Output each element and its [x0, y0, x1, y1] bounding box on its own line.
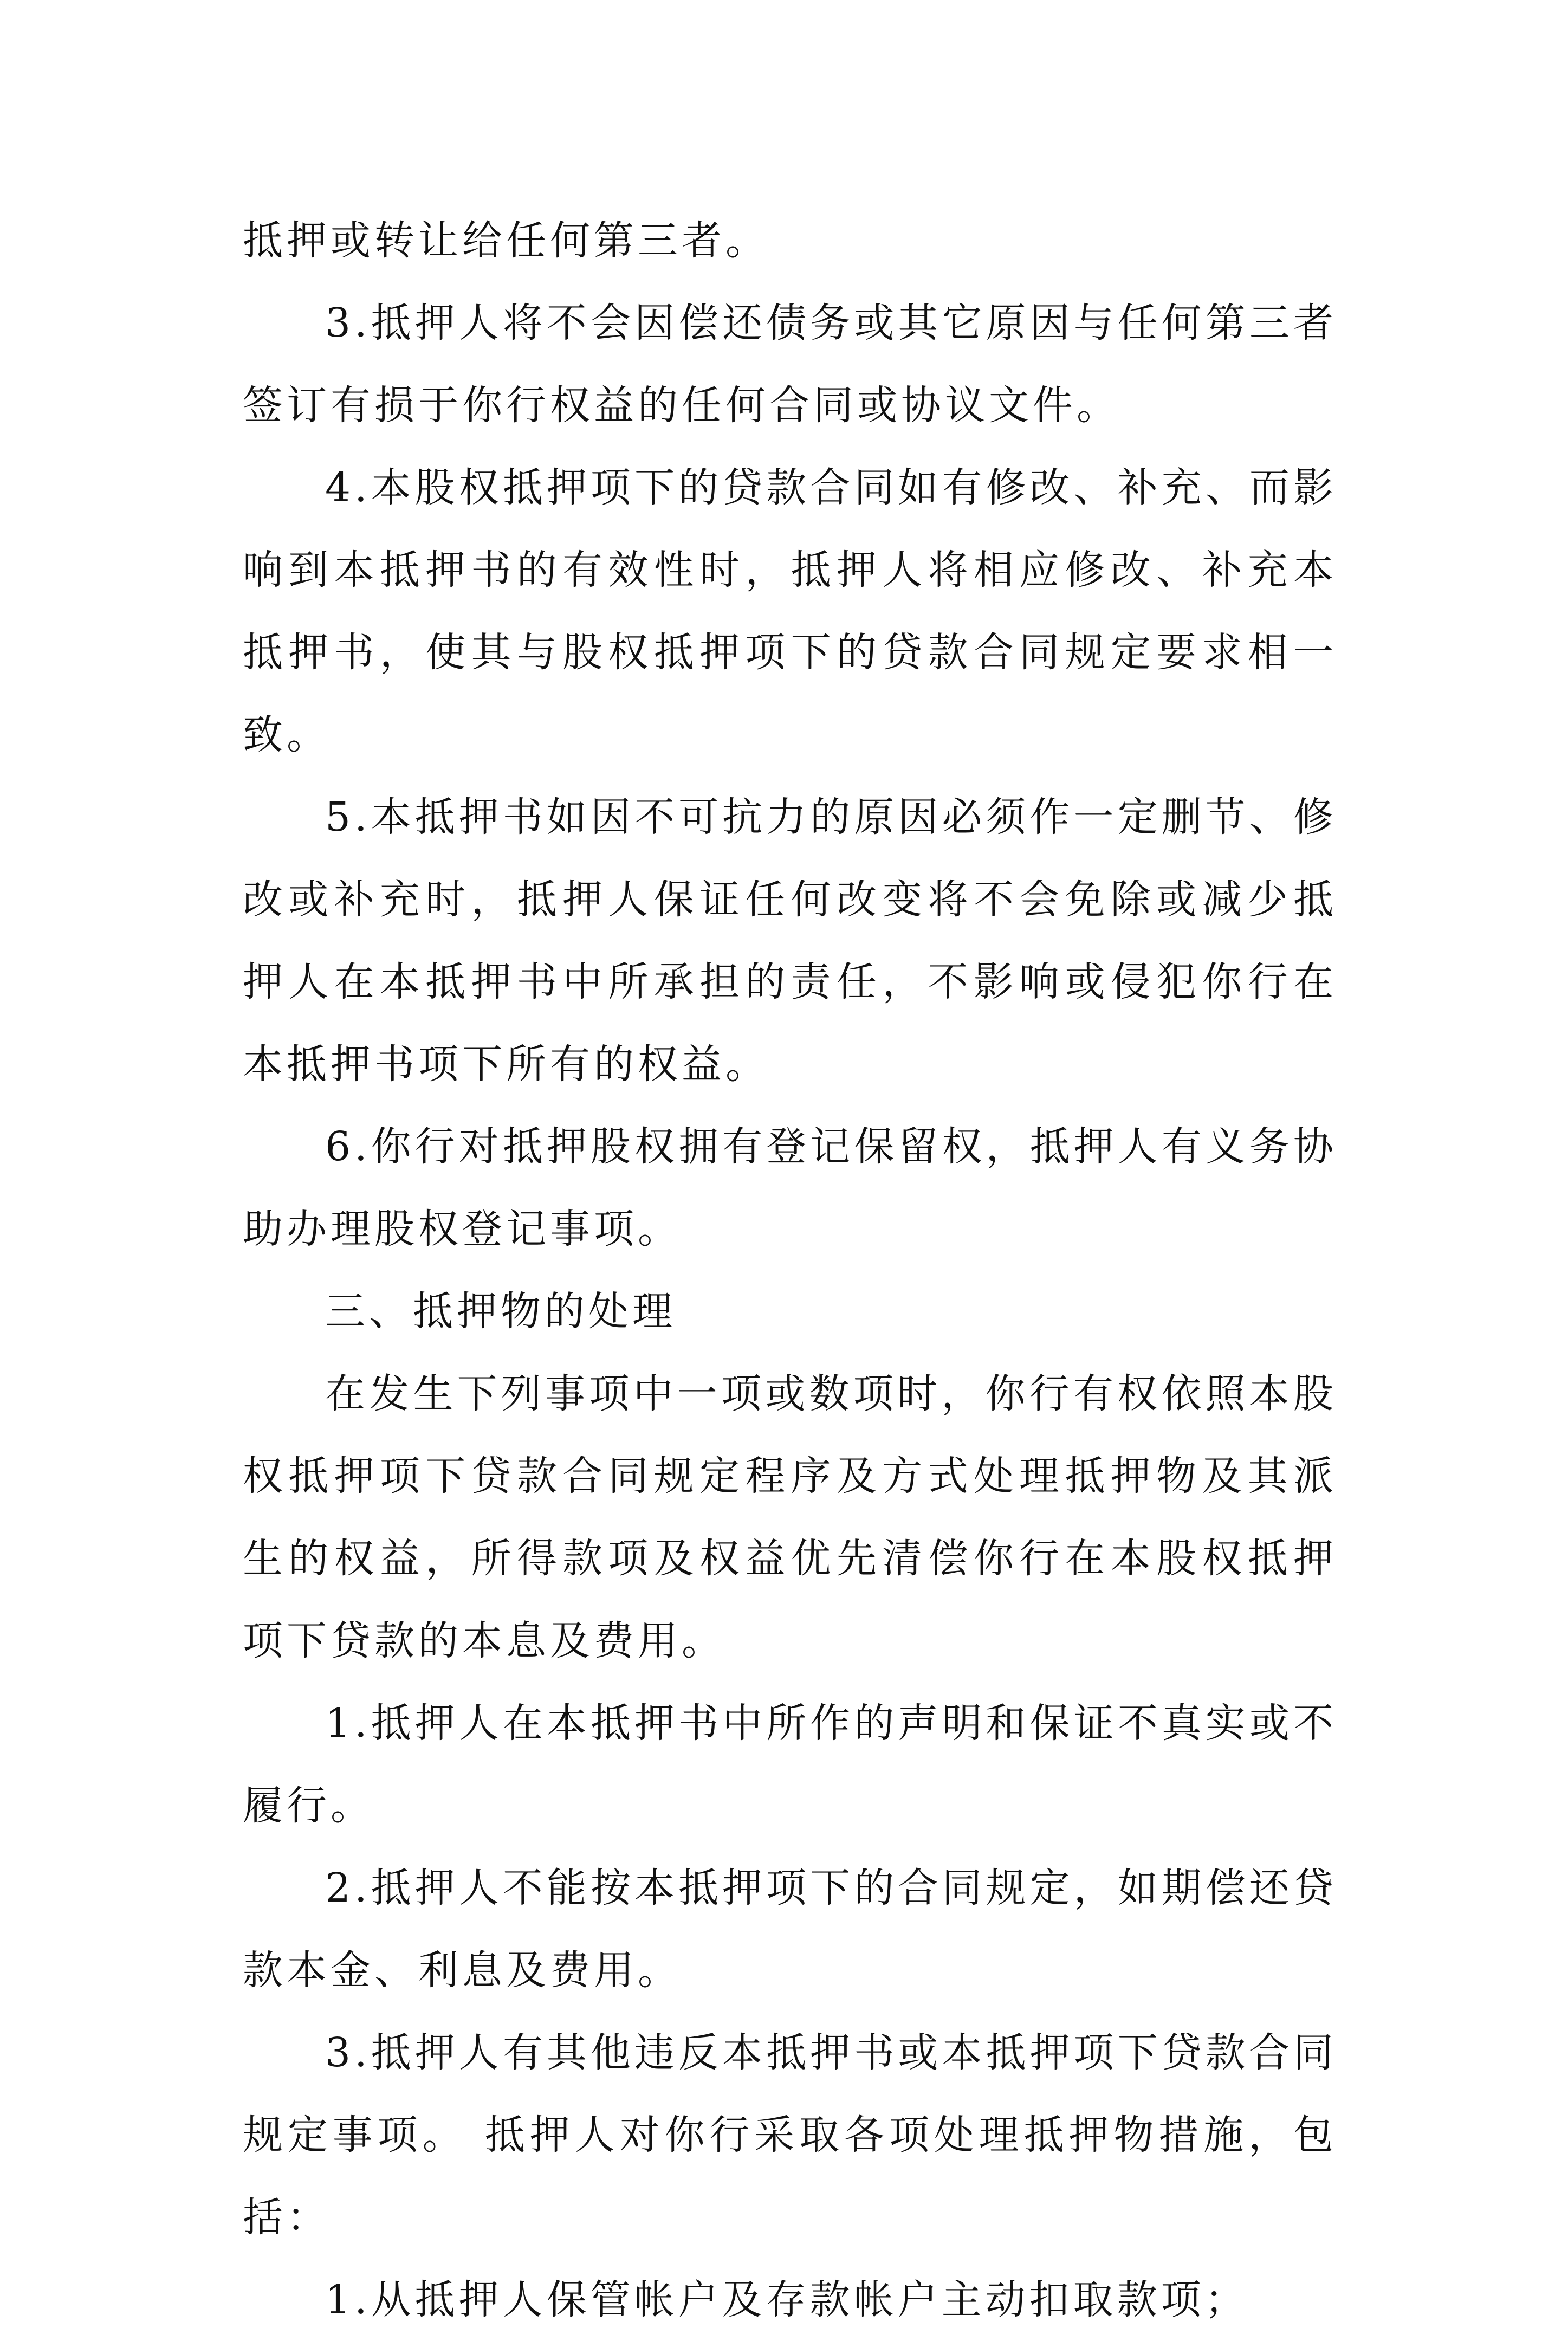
paragraph-event-2: 2.抵押人不能按本抵押项下的合同规定，如期偿还贷款本金、利息及费用。	[243, 1865, 1337, 1994]
paragraph-event-3: 3.抵押人有其他违反本抵押书或本抵押项下贷款合同规定事项。 抵押人对你行采取各项处理抵押物措施，包括：	[243, 2029, 1337, 2241]
paragraph-section-intro: 在发生下列事项中一项或数项时，你行有权依照本股权抵押项下贷款合同规定程序及方式处理抵押物及其派生的权益，所得款项及权益优先清偿你行在本股权抵押项下贷款的本息及费用。	[243, 1370, 1337, 1664]
document-body	[243, 199, 1337, 2341]
paragraph-item-6: 6.你行对抵押股权拥有登记保留权，抵押人有义务协助办理股权登记事项。	[243, 1123, 1337, 1252]
paragraph-item-5: 5.本抵押书如因不可抗力的原因必须作一定删节、修改或补充时，抵押人保证任何改变将不会免除或减少抵押人在本抵押书中所承担的责任，不影响或侵犯你行在本抵押书项下所有的权益。	[243, 794, 1337, 1088]
paragraph-item-4: 4.本股权抵押项下的贷款合同如有修改、补充、而影响到本抵押书的有效性时，抵押人将相应修改、补充本抵押书，使其与股权抵押项下的贷款合同规定要求相一致。	[243, 464, 1337, 758]
section-heading-3: 三、抵押物的处理	[325, 1288, 676, 1335]
paragraph-item-3: 3.抵押人将不会因偿还债务或其它原因与任何第三者签订有损于你行权益的任何合同或协议文件。	[243, 300, 1337, 429]
paragraph-measure-1: 1.从抵押人保管帐户及存款帐户主动扣取款项；	[325, 2277, 1249, 2323]
paragraph-event-1: 1.抵押人在本抵押书中所作的声明和保证不真实或不履行。	[243, 1700, 1337, 1829]
paragraph-continuation: 抵押或转让给任何第三者。	[243, 217, 769, 264]
